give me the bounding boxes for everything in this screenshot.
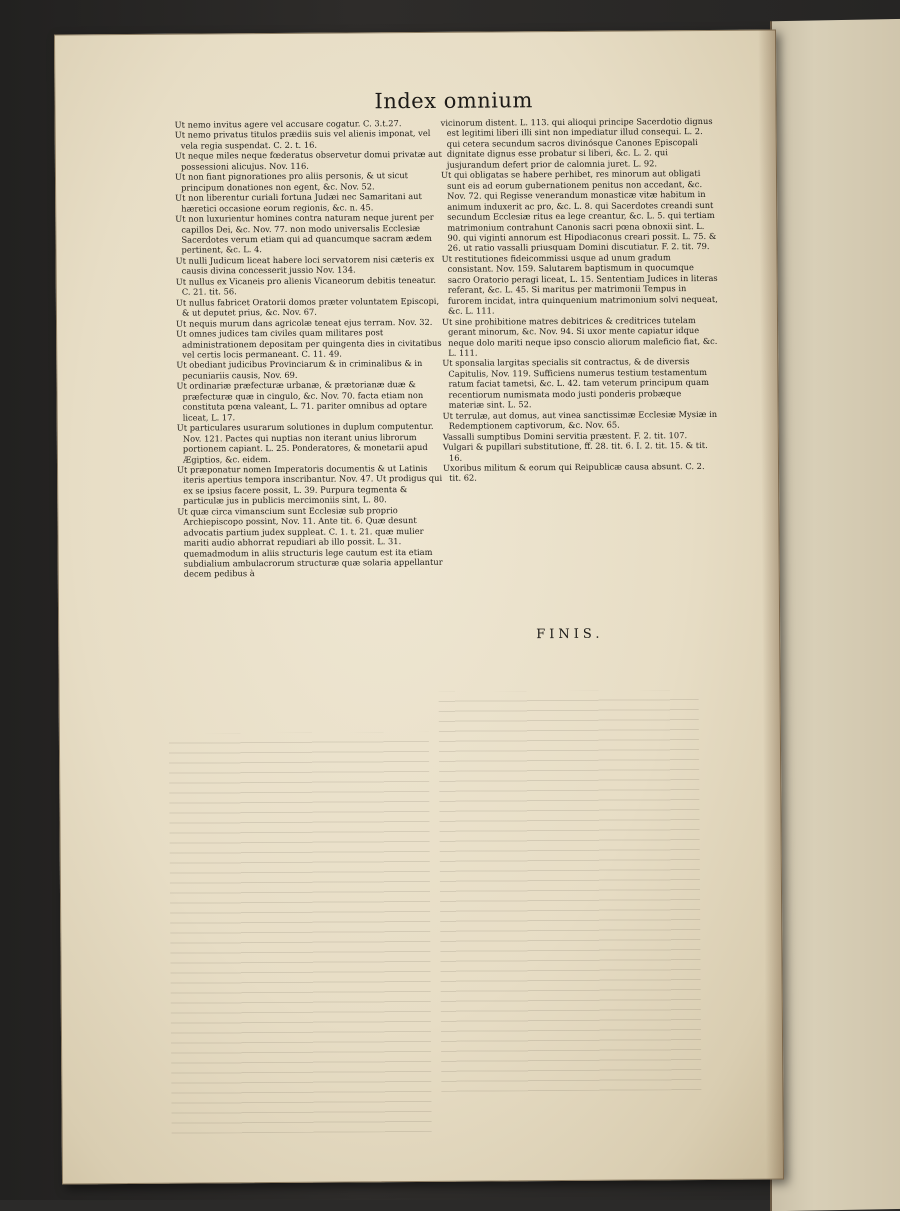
index-entry: Ut neque miles neque fœderatus observetur domui privatæ aut possessioni alicujus. Nov. 116.	[174, 149, 442, 172]
index-entry: Ut qui obligatas se habere perhibet, res minorum aut obligati sunt eis ad eorum gubernationem penitus non accedant, &c. Nov. 72. qui Regisse venerandum monasticæ vitæ habitum in animum induxerit ac pro, &c. L. 8. qui Sacerdotes creandi sunt secundum Ecclesiæ ritus ea lege creantur, &c. L. 5. qui tertiam matrimonium contrahunt Canonis sacri pœna obnoxii sint. L. 90. qui viginti annorum est Hipodiaconus creari possit. L. 75. & 26. ut ratio vassalli priusquam Domini discutiatur. F. 2. tit. 79.	[440, 168, 717, 254]
index-entry: Ut ordinariæ præfecturæ urbanæ, & prætorianæ duæ & præfecturæ quæ in cingulo, &c. Nov. 70. facta etiam non constituta pœna valeant, L. 71. pariter omnibus ad optare liceat, L. 17.	[176, 379, 428, 423]
index-column-right	[441, 116, 720, 484]
show-through-text	[439, 690, 702, 1092]
index-entry: Ut omnes judices tam civiles quam militares post administrationem depositam per quingenta dies in civitatibus vel certis locis permaneant. C. 11. 49.	[176, 327, 442, 360]
index-entry: Ut nullus fabricet Oratorii domos præter voluntatem Episcopi, & ut deputet prius, &c. Nov. 67.	[175, 295, 440, 318]
index-entry: Ut sponsalia largitas specialis sit contractus, & de diversis Capitulis, Nov. 119. Sufficiens numerus testium testamentum ratum faciat tametsi, &c. L. 42. tam veterum principum quam recentiorum numismata modo justi ponderis probæque materiæ sint. L. 52.	[442, 356, 709, 411]
index-entry: Ut nullus ex Vicaneis pro alienis Vicaneorum debitis teneatur. C. 21. tit. 56.	[175, 274, 437, 297]
book-page	[54, 29, 784, 1184]
index-entry: Vulgari & pupillari substitutione, ff. 28. tit. 6. I. 2. tit. 15. & tit. 16.	[442, 440, 708, 463]
index-entry: Ut terrulæ, aut domus, aut vinea sanctissimæ Ecclesiæ Mysiæ in Redemptionem captivorum, &c. Nov. 65.	[442, 408, 718, 431]
index-entry: Ut nulli Judicum liceat habere loci servatorem nisi cæteris ex causis divina concesserit jussio Nov. 134.	[175, 253, 435, 276]
index-entry: Ut nemo invitus agere vel accusare cogatur. C. 3.t.27.	[174, 118, 402, 130]
index-entry: Ut præponatur nomen Imperatoris documentis & ut Latinis iteris apertius tempora inscribantur. Nov. 47. Ut prodigus qui ex se ipsius facere possit, L. 39. Purpura tegmenta & particulæ jus in publicis mercimoniis sint, L. 80.	[177, 462, 443, 506]
index-entry: Ut non fiant pignorationes pro aliis personis, & ut sicut principum donationes non egent, &c. Nov. 52.	[174, 170, 409, 193]
index-entry: Ut obediant judicibus Provinciarum & in criminalibus & in pecuniariis causis, Nov. 69.	[176, 358, 423, 381]
index-entry: Ut non liberentur curiali fortuna Judæi nec Samaritani aut hæretici occasione eorum regionis, &c. n. 45.	[175, 191, 422, 214]
index-entry: Ut nemo privatus titulos prædiis suis vel alienis imponat, vel vela regia suspendat. C. 2. t. 16.	[174, 128, 431, 151]
adjacent-page-edge	[770, 19, 900, 1211]
index-entry: Ut restitutiones fideicommissi usque ad unum gradum consistant. Nov. 159. Salutarem baptismum in quocumque sacro Oratorio peragi liceat, L. 15. Sententiam Judices in literas referant, &c. L. 45. Si maritus per matrimonii Tempus in furorem incidat, intra quinquenium matrimonium solvi nequeat, &c. L. 111.	[441, 252, 718, 316]
index-entry: Vassalli sumptibus Domini servitia præstent. F. 2. tit. 107.	[442, 429, 688, 442]
index-entry: Ut sine prohibitione matres debitrices & creditrices tutelam gerant minorum, &c. Nov. 94. Si uxor mente capiatur idque neque dolo mariti neque ipso conscio aliorum maleficio fiat, &c. L. 111.	[441, 314, 718, 358]
finis-label: FINIS.	[536, 626, 604, 643]
index-entry: Ut quæ circa vimanscium sunt Ecclesiæ sub proprio Archiepiscopo possint, Nov. 11. Ante tit. 6. Quæ desunt advocatis partium judex suppleat. C. 1. t. 21. quæ mulier mariti audio abhorrat repudiari ab illo possit. L. 31. quemadmodum in aliis structuris lege cautum est ita etiam subdialium ambulacrorum structuræ quæ solaria appellantur decem pedibus à	[177, 504, 443, 580]
index-entry: Ut non luxurientur homines contra naturam neque jurent per capillos Dei, &c. Nov. 77. non modo universalis Ecclesiæ Sacerdotes verum etiam qui ad quancumque sacram ædem pertinent, &c. L. 4.	[175, 211, 434, 256]
page-header: Index omnium	[374, 88, 534, 114]
show-through-text	[169, 732, 432, 1134]
index-entry: Uxoribus militum & eorum qui Reipublicæ causa absunt. C. 2. tit. 62.	[442, 460, 705, 484]
index-entry: vicinorum distent. L. 113. qui alioqui principe Sacerdotio dignus est legitimi liberi illi sint non impediatur illud consequi. L. 2. qui cetera secundum sacros divinósque Canones Episcopali dignitate dignus esse probatur si liberi, &c. L. 2. qui jusjurandum defert prior de calomnia juret. L. 92.	[440, 115, 713, 170]
index-entry: Ut particulares usurarum solutiones in duplum computentur. Nov. 121. Pactes qui nuptias non iterant unius librorum portionem capiant. L. 25. Ponderatores, & monetarii apud Ægiptios, &c. eidem.	[176, 421, 434, 465]
index-column-left	[175, 118, 448, 580]
index-entry: Ut nequis murum dans agricolæ teneat ejus terram. Nov. 32.	[175, 316, 433, 329]
